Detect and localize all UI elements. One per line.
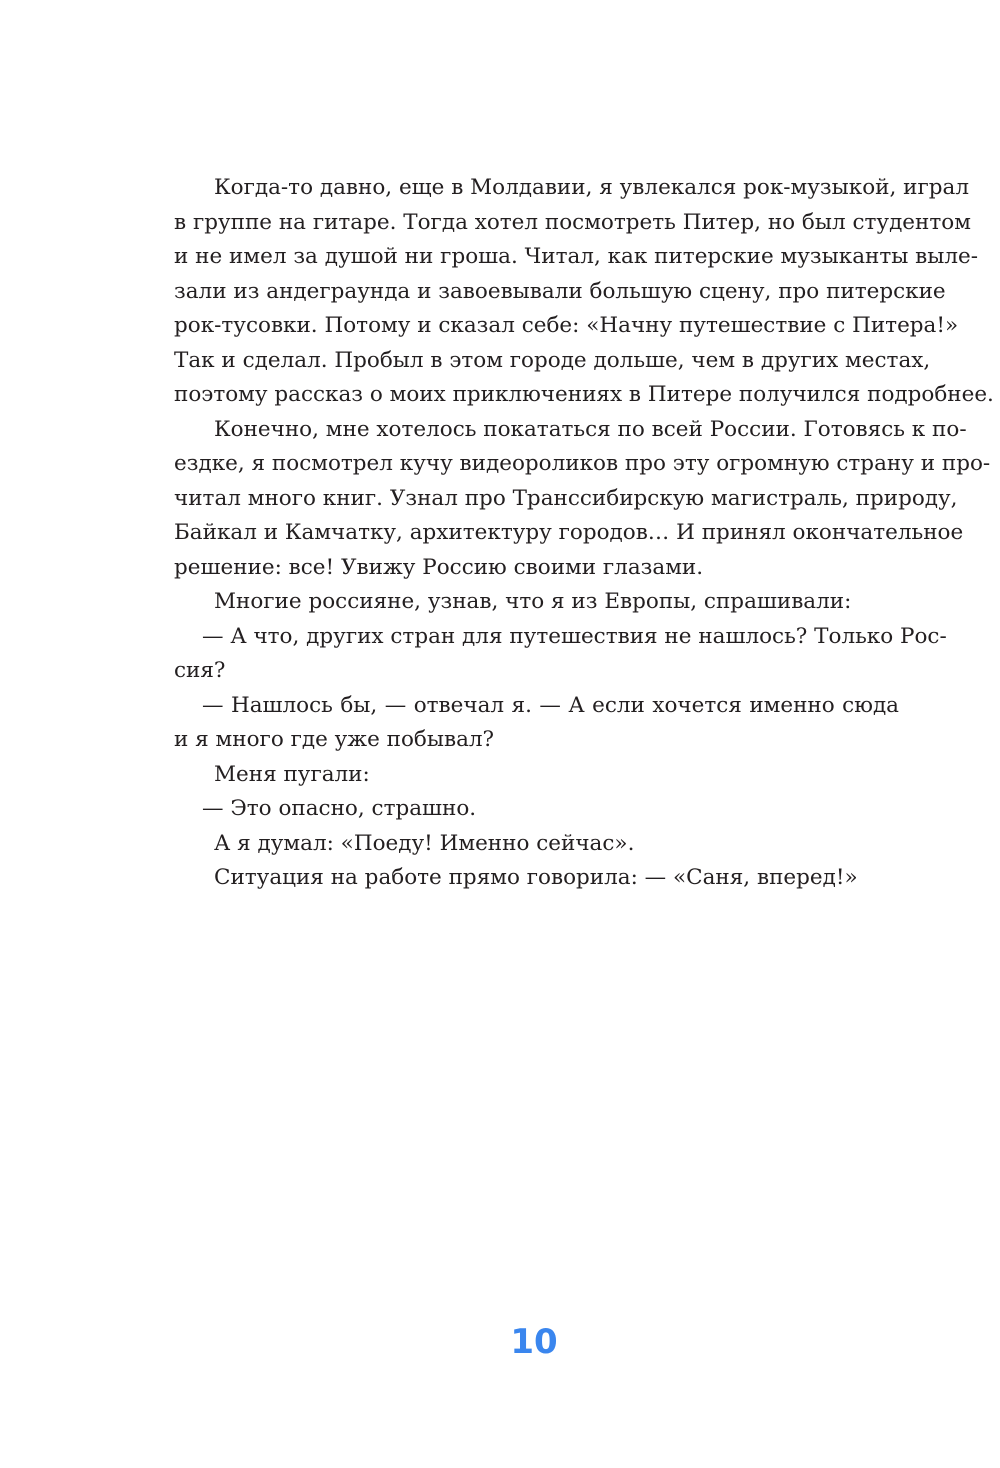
text-line: Когда-то давно, еще в Молдавии, я увлекался рок-музыкой, играл — [214, 175, 969, 200]
text-line: Байкал и Камчатку, архитектуру городов… И принял окончательное — [174, 520, 964, 545]
body-text — [174, 171, 994, 896]
text-line: Многие россияне, узнав, что я из Европы, спрашивали: — [214, 589, 852, 614]
text-line: в группе на гитаре. Тогда хотел посмотреть Питер, но был студентом — [174, 209, 971, 235]
text-line: решение: все! Увижу Россию своими глазами. — [174, 554, 704, 580]
text-line: Конечно, мне хотелось покататься по всей России. Готовясь к по- — [214, 416, 967, 442]
dialogue-line: — А что, других стран для путешествия не нашлось? Только Рос- — [202, 623, 947, 649]
text-line: поэтому рассказ о моих приключениях в Питере получился подробнее. — [174, 382, 994, 407]
text-line: зали из андеграунда и завоевывали большую сцену, про питерские — [174, 278, 946, 304]
text-line: А я думал: «Поеду! Именно сейчас». — [214, 830, 635, 856]
text-line: читал много книг. Узнал про Транссибирскую магистраль, природу, — [174, 485, 958, 511]
text-line: Меня пугали: — [214, 761, 370, 787]
text-line: и не имел за душой ни гроша. Читал, как питерские музыканты выле- — [174, 244, 979, 269]
text-line: и я много где уже побывал? — [174, 727, 495, 752]
text-line: рок-тусовки. Потому и сказал себе: «Начну путешествие с Питера!» — [174, 313, 959, 338]
text-line: ездке, я посмотрел кучу видеороликов про эту огромную страну и про- — [174, 451, 991, 476]
text-line: Так и сделал. Пробыл в этом городе дольше, чем в других местах, — [174, 347, 931, 373]
text-line: сия? — [174, 658, 226, 683]
text-line: Ситуация на работе прямо говорила: — «Саня, вперед!» — [214, 865, 858, 890]
dialogue-line: — Это опасно, страшно. — [202, 796, 477, 821]
page-number: 10 — [510, 1322, 558, 1362]
dialogue-line: — Нашлось бы, — отвечал я. — А если хочется именно сюда — [202, 692, 899, 718]
